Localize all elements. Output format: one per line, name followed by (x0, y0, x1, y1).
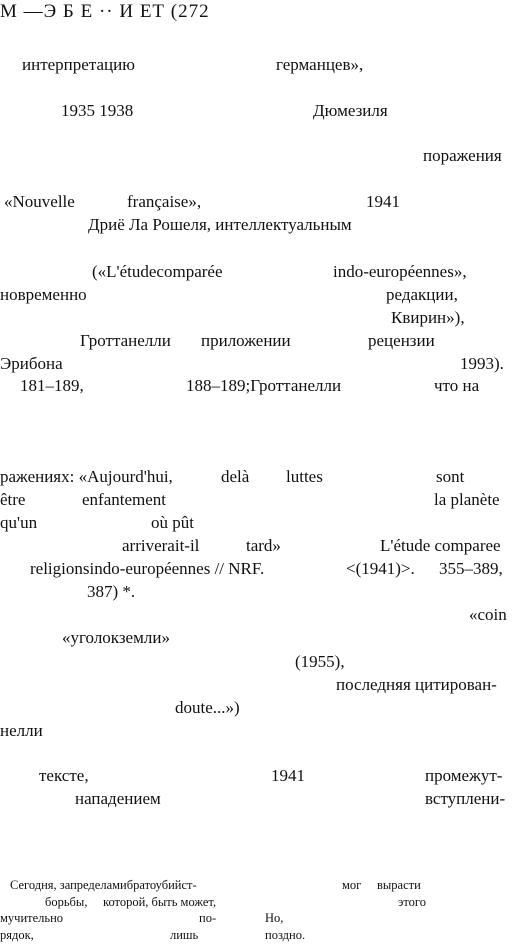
text-fragment: religionsindo-européennes // NRF. (30, 559, 265, 578)
text-fragment: Эрибона (0, 354, 63, 373)
footnote-fragment: мог (342, 878, 362, 892)
text-fragment: Дюмезиля (313, 101, 388, 120)
footnote-fragment: лишь (170, 928, 199, 942)
text-fragment: рецензии (368, 331, 435, 350)
text-fragment: qu'un (0, 513, 38, 532)
text-fragment: 1993). (460, 354, 504, 373)
text-fragment: (1955), (295, 652, 345, 671)
text-fragment: où pût (151, 513, 194, 532)
text-fragment: 1935 1938 (61, 101, 134, 120)
text-fragment: Квирин»), (391, 308, 465, 327)
text-fragment: 387) *. (87, 582, 136, 601)
text-fragment: «Nouvelle (4, 192, 75, 211)
text-fragment: Гроттанелли (80, 331, 171, 350)
running-head: М —Э Б Е ·· И ЕТ (272 (0, 1, 210, 22)
text-fragment: редакции, (386, 285, 458, 304)
text-fragment: être (0, 490, 26, 509)
text-fragment: indo-européennes», (333, 262, 467, 281)
text-fragment: вступлени- (425, 789, 506, 808)
text-fragment: 355–389, (439, 559, 503, 578)
text-fragment: luttes (286, 467, 323, 486)
text-fragment: приложении (201, 331, 291, 350)
text-fragment: la planète (434, 490, 500, 509)
text-fragment: («L'étudecomparée (92, 262, 223, 281)
text-fragment: <(1941)>. (346, 559, 415, 578)
text-fragment: arriverait-il (122, 536, 200, 555)
text-fragment: интерпретацию (22, 55, 135, 74)
footnote-fragment: Сегодня, запределамибратоубийст- (10, 878, 197, 892)
text-fragment: française», (127, 192, 202, 211)
text-fragment: sont (436, 467, 465, 486)
text-fragment: новременно (0, 285, 87, 304)
text-fragment: enfantement (82, 490, 167, 509)
footnote-fragment: рядок, (0, 928, 34, 942)
text-fragment: что на (434, 376, 480, 395)
footnote-fragment: по- (199, 911, 217, 925)
text-fragment: тексте, (39, 766, 89, 785)
footnote-fragment: этого (398, 895, 426, 909)
text-fragment: «уголокземли» (62, 628, 170, 647)
text-fragment: delà (221, 467, 250, 486)
footnote-fragment: борьбы, (45, 895, 88, 909)
footnote-fragment: Но, (265, 911, 284, 925)
text-fragment: поражения (423, 146, 502, 165)
text-fragment: ражениях: «Aujourd'hui, (0, 467, 173, 486)
text-fragment: германцев», (276, 55, 364, 74)
text-fragment: «coin (469, 605, 507, 624)
text-fragment: 188–189;Гроттанелли (186, 376, 342, 395)
text-fragment: Дриё Ла Рошеля, интеллектуальным (88, 215, 352, 234)
text-fragment: 181–189, (20, 376, 84, 395)
text-fragment: нападением (75, 789, 161, 808)
footnote-fragment: поздно. (265, 928, 306, 942)
text-fragment: нелли (0, 721, 43, 740)
text-fragment: 1941 (271, 766, 305, 785)
text-fragment: промежут- (425, 766, 503, 785)
text-fragment: 1941 (366, 192, 400, 211)
text-fragment: последняя цитирован- (336, 675, 497, 694)
text-fragment: doute...») (175, 698, 240, 717)
text-fragment: tard» (246, 536, 281, 555)
text-fragment: L'étude comparee (380, 536, 501, 555)
footnote-fragment: вырасти (377, 878, 421, 892)
footnote-fragment: мучительно (0, 911, 64, 925)
footnote-fragment: которой, быть может, (103, 895, 217, 909)
